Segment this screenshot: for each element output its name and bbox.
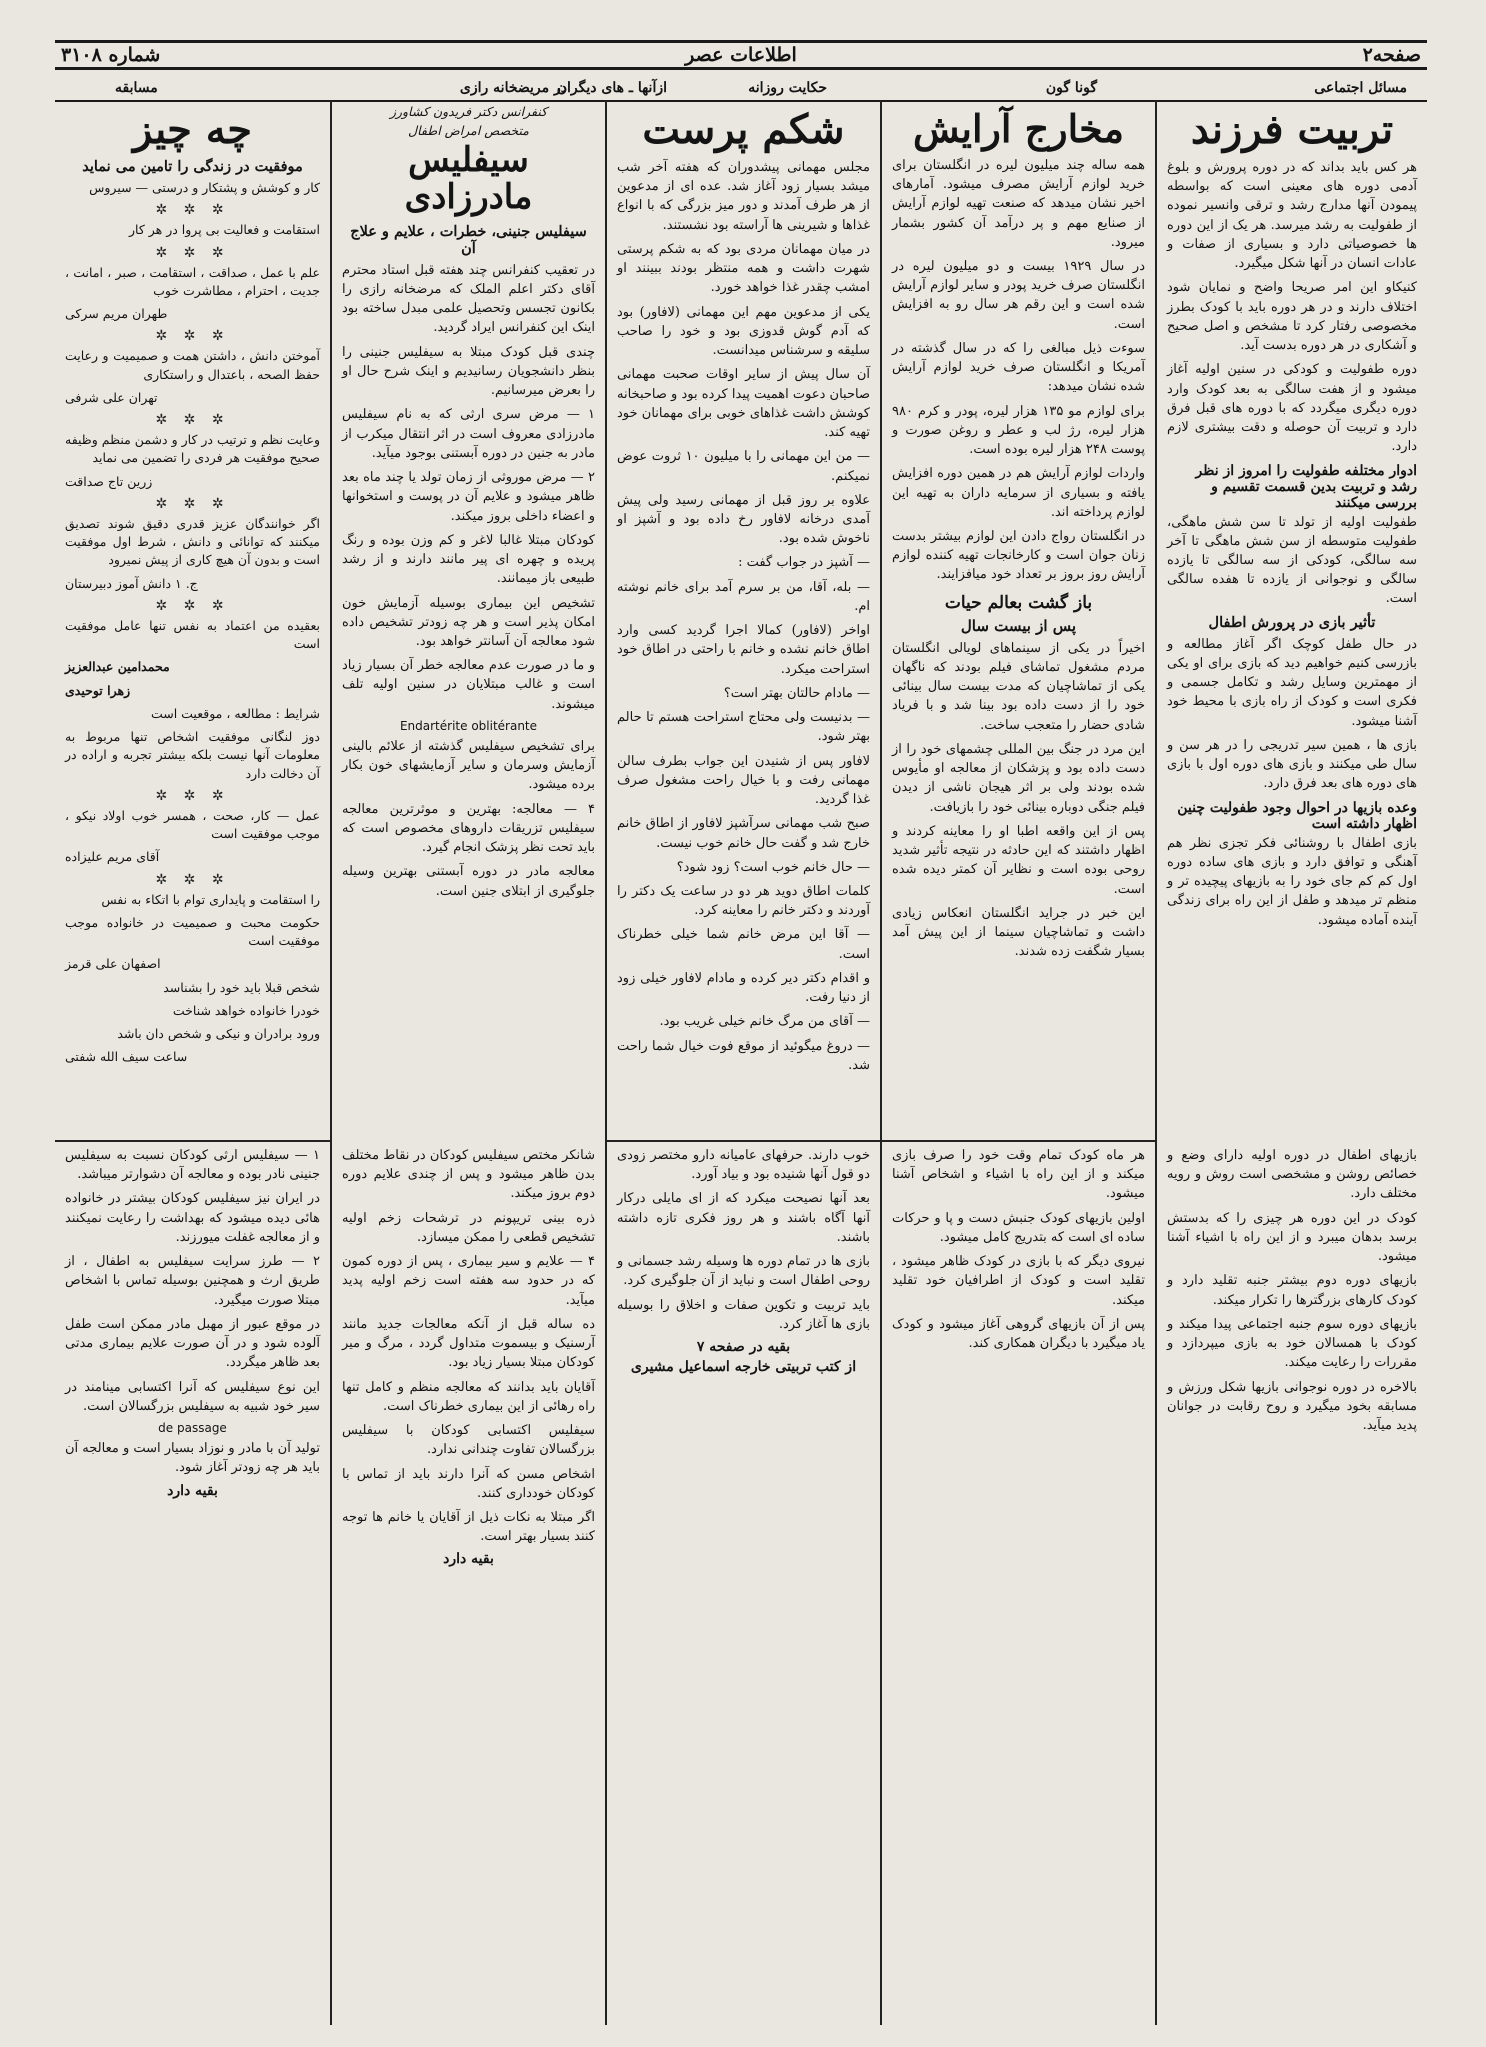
paragraph: در ایران نیز سیفلیس کودکان بیشتر در خانواده هائی دیده میشود که بهداشت را رعایت نمیکنند و از معالجه غفلت میورزند. [65, 1191, 320, 1245]
contest-entry: بعقیده من اعتماد به نفس تنها عامل موفقیت است [65, 617, 320, 651]
contest-entry: دوز لنگانی موفقیت اشخاص تنها مربوط به معلومات آنها نیست بلکه بیشتر تجربه و اراده در آن دخالت دارد [65, 729, 320, 781]
paragraph: نیروی دیگر که با بازی در کودک ظاهر میشود ، تقلید است و کودک از اطرافیان خود تقلید میکند. [892, 1254, 1145, 1308]
star-divider-icon: ✲ ✲ ✲ [155, 244, 230, 261]
contest-entry: شخص قبلا باید خود را بشناسد [163, 979, 320, 995]
subheading: باز گشت بعالم حیات [944, 592, 1093, 613]
subheading: پس از بیست سال [960, 616, 1077, 635]
paragraph: تولید آن با مادر و نوزاد بسیار است و معالجه آن باید هر چه زودتر آغاز شود. [65, 1441, 320, 1476]
article-syphilis-lower [332, 1146, 605, 2026]
paragraph: در موقع عبور از مهبل مادر ممکن است طفل آلوده شود و در آن صورت علایم بیماری مدتی بعد ظاهر میگردد. [65, 1316, 320, 1371]
dialogue-line: — آشپز در جواب گفت : [738, 555, 870, 571]
paragraph: بازیهای دوره دوم بیشتر جنبه تقلید دارد و کودک کارهای بزرگترها را تکرار میکند. [1167, 1273, 1417, 1308]
paragraph: اخیراً در یکی از سینماهای لویالی انگلستان مردم مشغول تماشای فیلم بودند که ناگهان یکی از تماشاچیان که مدت بیست سال بینائی خود را از دست داده بود بینا شد و با فریاد شادی حضار را متعجب ساخت. [892, 640, 1145, 733]
paragraph: سوءت ذیل مبالغی را که در سال گذشته در آمریکا و انگلستان صرف خرید لوازم آرایش شده نشان میدهد: [892, 340, 1145, 395]
page-number: صفحه۲ [1362, 44, 1421, 66]
paragraph: اگر مبتلا به نکات ذیل از آقایان یا خانم ها توجه کنند بسیار بهتر است. [342, 1509, 595, 1545]
contest-entry: علم با عمل ، صداقت ، استقامت ، صبر ، امانت ، جدیت ، احترام ، مطاشرت خوب [65, 264, 320, 298]
paragraph: در تعقیب کنفرانس چند هفته قبل استاد محترم آقای دکتر اعلم الملک که مرضخانه رازی را بکانون تجسس وتحصیل علمی مبدل ساخته بود اینک این کنفرانس ایراد گردید. [342, 262, 595, 336]
paragraph: ده ساله قبل از آنکه معالجات جدید مانند آرسنیک و بیسموت متداول گردد ، مرگ و میر کودکان مبتلا بسیار زیاد بود. [342, 1316, 595, 1371]
paragraph: این خبر در جراید انگلستان انعکاس زیادی داشت و تماشاچیان سینما از این پیش آمد بسیار شگفت زده شدند. [892, 905, 1145, 960]
paragraph: هر کس باید بداند که در دوره پرورش و بلوغ آدمی دوره های معینی است که بواسطه پیمودن آنها مدارج رشد و ترقی وانسیر نموده از طفولیت به رشد میرسد. هر یک از این دوره ها خصوصیاتی دارد و بسیاری از صفات و عادات انسان در آنها شکل میگیرد. [1167, 160, 1417, 272]
dialogue-line: — حال خانم خوب است؟ زود شود؟ [676, 859, 870, 875]
star-divider-icon: ✲ ✲ ✲ [155, 202, 230, 219]
paragraph: معالجه مادر در دوره آبستنی بهترین وسیله جلوگیری از ابتلای جنین است. [342, 864, 595, 899]
contest-entry: عمل — کار، صحت ، همسر خوب اولاد نیکو ، موجب موفقیت است [65, 807, 320, 841]
paragraph: بازیهای اطفال در دوره اولیه دارای وضع و خصائص روشن و مشخصی است روش و رویه مختلف دارد. [1167, 1148, 1417, 1202]
paragraph: دوره طفولیت و کودکی در سنین اولیه آغاز میشود و از هفت سالگی به بعد کودک وارد دوره دیگری میگردد که با دوره های قبل فرق دارد و تربیت آن حوصله و دقت بیشتری لازم دارد. [1167, 362, 1417, 455]
paragraph: این نوع سیفلیس که آنرا اکتسابی مینامند در سیر خود شبیه به سیفلیس بزرگسالان است. [65, 1379, 320, 1414]
star-divider-icon: ✲ ✲ ✲ [155, 871, 230, 888]
paragraph: کودکان مبتلا غالبا لاغر و کم وزن بوده و رنگ پریده و چهره ای پیر مانند دارند و از رشد طبیعی باز میمانند. [342, 532, 595, 587]
paragraph: این مرد در جنگ بین المللی چشمهای خود را از دست داده بود و پزشکان از معالجه او مأیوس شده بودند ولی بر اثر هیجان ناشی از دیدن فیلم جنگی دوباره بینائی خود را بازیافت. [892, 741, 1145, 815]
star-divider-icon: ✲ ✲ ✲ [155, 495, 230, 512]
dialogue-line: — آقای من مرگ خانم خیلی غریب بود. [659, 1014, 870, 1030]
paragraph: لافاور پس از شنیدن این جواب بطرف سالن مهمانی رفت و با خیال راحت مشغول صرف غذا گردید. [617, 753, 870, 808]
contest-author: زرین تاج صداقت [65, 473, 153, 489]
article-child-upbringing [1157, 104, 1427, 1140]
byline: کنفرانس دکتر فریدون کشاورز [389, 104, 548, 119]
section-rule [607, 1140, 880, 1142]
paragraph: پس از آن بازیهای گروهی آغاز میشود و کودک یاد میگیرد با دیگران همکاری کند. [892, 1316, 1145, 1352]
contest-author: زهرا توحیدی [65, 682, 131, 698]
paragraph: در حال طفل کوچک اگر آغاز مطالعه و بازرسی کنیم خواهیم دید که بازی برای او یکی از مهمترین وسایل رشد و تکامل جسمی و فکری است و کودک از راه بازی با محیط خود آشنا میشود. [1167, 636, 1417, 729]
star-divider-icon: ✲ ✲ ✲ [155, 787, 230, 804]
continued-note: بقیه دارد [443, 1551, 494, 1568]
paragraph: خوب دارند. حرفهای عامیانه دارو مختصر زودی دو قول آنها شنیده بود و بیاد آورد. [617, 1148, 870, 1183]
section-label-contest: مسابقه [115, 80, 158, 96]
dialogue-line: — دروغ میگوئید از موقع فوت خیال شما راحت شد. [617, 1038, 870, 1073]
star-divider-icon: ✲ ✲ ✲ [155, 328, 230, 345]
contest-entry: کار و کوشش و پشتکار و درستی — سیروس [89, 180, 320, 195]
headline: چه چیز [133, 106, 252, 153]
paragraph: ۱ — سیفلیس ارثی کودکان نسبت به سیفلیس جنینی نادر بوده و معالجه آن دشوارتر میباشد. [65, 1148, 320, 1183]
paragraph: اشخاص مسن که آنرا دارند باید از تماس با کودکان خودداری کنند. [342, 1466, 595, 1501]
dialogue-line: — آقا این مرض خانم شما خیلی خطرناک است. [617, 927, 870, 962]
paragraph: صبح شب مهمانی سرآشپز لافاور از اطاق خانم خارج شد و گفت حال خانم خوب نیست. [617, 816, 870, 851]
paragraph: کنیکاو این امر صریحا واضح و نمایان شود اختلاف دارند و در هر دوره باید با کودک بطرز مخصوصی رفتار کرد تا مشخص و اصل صحیح و آشکاری در هر دوره بدست آید. [1167, 280, 1417, 354]
paragraph: هر ماه کودک تمام وقت خود را صرف بازی میکند و از این راه با اشیاء و اشخاص آشنا میشود. [892, 1148, 1145, 1202]
dialogue-line: — بدنیست ولی محتاج استراحت هستم تا حالم بهتر شود. [617, 710, 870, 745]
paragraph: در انگلستان رواج دادن این لوازم بیشتر بدست زنان جوان است و کارخانجات تهیه کننده لوازم آرایش روز بروز بر تعداد خود میافزایند. [892, 529, 1145, 583]
contest-author: ساعت سیف الله شفتی [65, 1049, 188, 1065]
paragraph: کلمات اطاق دوید هر دو در ساعت یک دکتر را آوردند و دکتر خانم را معاینه کرد. [617, 883, 870, 919]
contest-entry: خودرا خانواده خواهد شناخت [172, 1002, 320, 1018]
paragraph: اولین بازیهای کودک جنبش دست و پا و حرکات ساده ای است که بتدریج کامل میشود. [892, 1210, 1145, 1245]
contest-entry: شرایط : مطالعه ، موقعیت است [150, 705, 320, 721]
contest-author: محمدامین عبدالعزیز [65, 659, 170, 675]
paragraph: ۱ — مرض سری ارثی که به نام سیفلیس مادرزادی معروف است در اثر انتقال میکرب از مادر به جنین در دوره آبستنی بوجود میآید. [342, 407, 595, 461]
section-label-social: مسائل اجتماعی [1314, 80, 1407, 96]
paragraph: همه ساله چند میلیون لیره در انگلستان برای خرید لوازم آرایش مصرف میشود. آمارهای اخیر نشان میدهد که صنعت تهیه لوازم آرایش از صنایع مهم و پر درآمد آن کشور بشمار میرود. [892, 157, 1145, 250]
paragraph: ۴ — علایم و سیر بیماری ، پس از دوره کمون که در حدود سه هفته است زخم اولیه پدید میآید. [342, 1254, 595, 1308]
article-glutton [607, 104, 880, 1140]
headline: سیفلیس مادرزادی [404, 140, 533, 218]
article-upbringing-lower [1157, 1146, 1427, 2026]
paragraph: بازیهای دوره سوم جنبه اجتماعی پیدا میکند و کودک با همسالان خود به بازی میپردازد و مقررات را رعایت میکند. [1167, 1316, 1417, 1371]
paragraph: بازی ها ، همین سیر تدریجی را در هر سن و سال طی میکنند و بازی های دوره اول با بازی های دوره های بعد فرق دارد. [1167, 737, 1417, 792]
paragraph: مجلس مهمانی پیشدوران که هفته آخر شب میشد بسیار زود آغاز شد. عده ای از مدعوین از هر طرف آمدند و دور میز بزرگی که با انواع غذاها و شیرینی ها آراسته بود نشستند. [617, 160, 870, 233]
section-rule [55, 1140, 330, 1142]
section-rule [882, 1140, 1155, 1142]
paragraph: یکی از مدعوین مهم این مهمانی (لافاور) بود که آدم گوش قدوزی بود و خود را صاحب سلیقه و سرشناس میدانست. [617, 304, 870, 359]
source-credit: از کتب تربیتی خارجه اسماعیل مشیری [630, 1359, 857, 1376]
paragraph: علاوه بر روز قبل از مهمانی رسید ولی پیش آمدی درخانه لافاور رخ داده بود و آشپز او ناخوش شده بود. [617, 492, 870, 547]
article-story-lower [607, 1146, 880, 2026]
paragraph: ۲ — طرز سرایت سیفلیس به اطفال ، از طریق ارث و همچنین بوسیله تماس با اشخاص مبتلا صورت میگیرد. [65, 1254, 320, 1308]
contest-entry: اگر خوانندگان عزیز قدری دقیق شوند تصدیق میکنند که توانائی و دانش ، شرط اول موفقیت است و بدون آن هیچ کاری از پیش نمیرود [65, 515, 320, 568]
paragraph: سیفلیس اکتسابی کودکان با سیفلیس بزرگسالان تفاوت چندانی ندارد. [342, 1423, 595, 1458]
paragraph: آقایان باید بدانند که معالجه منظم و کامل تنها راه رهائی از این بیماری خطرناک است. [342, 1379, 595, 1414]
paragraph: و ما در صورت عدم معالجه خطر آن بسیار زیاد است و غالب مبتلایان در سنین اولیه تلف میشوند. [342, 658, 595, 712]
dialogue-line: — مادام حالتان بهتر است؟ [723, 685, 870, 701]
contest-entry: ورود برادران و نیکی و شخص دان باشد [117, 1026, 320, 1041]
paragraph: کودک در این دوره هر چیزی را که بدستش برسد بدهان میبرد و از این راه با اشیاء آشنا میشود. [1167, 1210, 1417, 1265]
paragraph: ۴ — معالجه: بهترین و موثرترین معالجه سیفلیس تزریقات داروهای مخصوص است که باید تحت نظر پزشک انجام گیرد. [342, 801, 595, 856]
paragraph: آن سال پیش از سایر اوقات صحبت مهمانی صاحبان دعوت اهمیت پیدا کرده بود و صاحبخانه کوشش داشت غذاهای خوبی برای مهمانان خود تهیه کند. [617, 367, 870, 441]
paragraph: پس از این واقعه اطبا او را معاینه کردند و اظهار داشتند که این حادثه در نتیجه تأثیر شدید روحی بوده است و نظایر آن کمتر دیده شده است. [892, 823, 1145, 897]
contest-entry: را استقامت و پایداری توام با اتکاء به نفس [101, 891, 320, 907]
contest-entry: حکومت محبت و صمیمیت در خانواده موجب موفقیت است [65, 914, 320, 948]
subheading: سیفلیس جنینی، خطرات ، علایم و علاج آن [350, 222, 587, 257]
contest-author: آقای مریم علیزاده [65, 849, 160, 865]
star-divider-icon: ✲ ✲ ✲ [155, 412, 230, 428]
paragraph: تشخیص این بیماری بوسیله آزمایش خون امکان پذیر است و هر چه زودتر تشخیص داده شود معالجه آن آسانتر خواهد بود. [342, 595, 595, 649]
headline: تربیت فرزند [1190, 106, 1394, 153]
issue-number: شماره ۳۱۰۸ [61, 44, 161, 66]
paragraph: ذره بینی تریپونم در ترشحات زخم اولیه تشخیص قطعی را ممکن میسازد. [342, 1210, 595, 1245]
dialogue-line: — من این مهمانی را با میلیون ۱۰ ثروت عوض نمیکنم. [617, 449, 870, 484]
section-header-strip [55, 76, 1427, 102]
paragraph: برای لوازم مو ۱۳۵ هزار لیره، پودر و کرم ۹۸۰ هزار لیره، رژ لب و عطر و روغن صورت و پوست ۲۴۸ هزار لیره بوده است. [892, 403, 1145, 458]
latin-term: de passage [158, 1421, 227, 1436]
contest-entry: وعایت نظم و ترتیب در کار و دشمن منظم وظیفه صحیح موفقیت هر فردی را تضمین می نماید [65, 432, 320, 466]
dialogue-line: — بله، آقا، من بر سرم آمد برای خانم نوشته ام. [617, 579, 870, 614]
subheading: تأثیر بازی در پرورش اطفال [1208, 613, 1376, 631]
subheading: موفقیت در زندگی را تامین می نماید [82, 158, 303, 175]
contest-entry: استقامت و فعالیت بی پروا در هر کار [128, 222, 320, 238]
paragraph: بعد آنها نصیحت میکرد که از ای مایلی درکار آنها آگاه باشند و هر روز فکری تازه داشته باشند. [617, 1191, 870, 1245]
paragraph: شانکر مختص سیفلیس کودکان در نقاط مختلف بدن ظاهر میشود و پس از چندی علایم دوره دوم بروز میکند. [342, 1148, 595, 1202]
paragraph: در میان مهمانان مردی بود که به شکم پرستی شهرت داشت و همه منتظر بودند ببینند او امشب چقدر غذا خواهد خورد. [617, 241, 870, 296]
paragraph: در سال ۱۹۲۹ بیست و دو میلیون لیره در انگلستان صرف خرید پودر و سایر لوازم آرایش شده است و این رقم هر سال رو به افزایش است. [892, 258, 1145, 332]
latin-term: Endartérite oblitérante [399, 718, 538, 733]
subheading: ادوار مختلفه طفولیت را امروز از نظر رشد و تربیت بدین قسمت تقسیم و بررسی میکنند [1195, 462, 1417, 511]
masthead [55, 40, 1427, 70]
paper-name: اطلاعات عصر [685, 44, 797, 66]
paragraph: چندی قبل کودک مبتلا به سیفلیس جنینی را بنظر دانشجویان رسانیدیم و اینک شرح حال او را بعرض میرسانیم. [342, 344, 595, 399]
subheading: وعده بازیها در احوال وجود طفولیت چنین اظهار داشته است [1177, 799, 1417, 832]
section-label-others: ازآنها ـ های دیگران [556, 80, 667, 96]
paragraph: واردات لوازم آرایش هم در همین دوره افزایش یافته و بسیاری از سرمایه داران به تهیه این لوازم پرداخته اند. [892, 466, 1145, 520]
paragraph: باید تربیت و تکوین صفات و اخلاق را بوسیله بازی ها آغاز کرد. [617, 1297, 870, 1332]
section-label-hospital: در مریضخانه رازی [459, 80, 567, 96]
continued-note: بقیه در صفحه ۷ [696, 1339, 791, 1356]
paragraph: ۲ — مرض موروثی از زمان تولد یا چند ماه بعد ظاهر میشود و علایم آن در پوست و استخوانها و اعضاء داخلی بروز میکند. [342, 470, 595, 524]
contest-author: ج. ۱ دانش آموز دبیرستان [65, 575, 198, 591]
article-syphilis-continued [55, 1146, 330, 2026]
paragraph: اواخر (لافاور) کمالا اجرا گردید کسی وارد اطاق خانم نشده و خانم با راحتی در اطاق خود استراحت میکرد. [617, 623, 870, 677]
paragraph: بازی ها در تمام دوره ها وسیله رشد جسمانی و روحی اطفال است و نباید از آن جلوگیری کرد. [617, 1254, 870, 1289]
byline: متخصص امراض اطفال [408, 123, 529, 138]
headline: شکم پرست [642, 106, 845, 153]
article-congenital-syphilis [332, 104, 605, 1140]
contest-entry: آموختن دانش ، داشتن همت و صمیمیت و رعایت حفظ الصحه ، باعتدال و راستکاری [65, 348, 320, 382]
paragraph: برای تشخیص سیفلیس گذشته از علائم بالینی آزمایش وسرمان و سایر آزمایشهای خون بکار برده میشود. [342, 738, 595, 793]
star-divider-icon: ✲ ✲ ✲ [155, 597, 230, 614]
contest-author: طهران مریم سرکی [65, 306, 168, 321]
continued-note: بقیه دارد [167, 1482, 218, 1499]
paragraph: بازی اطفال با روشنائی فکر تجزی نظر هم آهنگی و توافق دارد و بازی های ساده دوره اول کم کم جای خود را به بازیهای پیچیده تر و منظم تر میدهد و طفل از این راه برای زندگی آینده آماده میشود. [1167, 835, 1417, 928]
article-cosmetics-lower [882, 1146, 1155, 2026]
contest-author: اصفهان علی قرمز [65, 956, 161, 972]
section-label-story: حکایت روزانه [748, 80, 827, 96]
paragraph: و اقدام دکتر دیر کرده و مادام لافاور خیلی زود از دنیا رفت. [617, 970, 870, 1006]
paragraph: طفولیت اولیه از تولد تا سن شش ماهگی، طفولیت متوسطه از سن شش ماهگی تا آخر سه سالگی، کودکی از سه سالگی تا یازده سالگی و نوجوانی از یازده تا هفده سالگی است. [1167, 514, 1417, 607]
headline: مخارج آرایش [912, 106, 1125, 151]
article-contest [55, 104, 330, 1140]
article-cosmetics [882, 104, 1155, 1140]
paragraph: بالاخره در دوره نوجوانی بازیها شکل ورزش و مسابقه بخود میگیرد و روح رقابت در جوانان پدید میآید. [1167, 1379, 1417, 1434]
contest-author: تهران علی شرفی [65, 389, 158, 405]
section-label-misc: گونا گون [1045, 80, 1097, 96]
